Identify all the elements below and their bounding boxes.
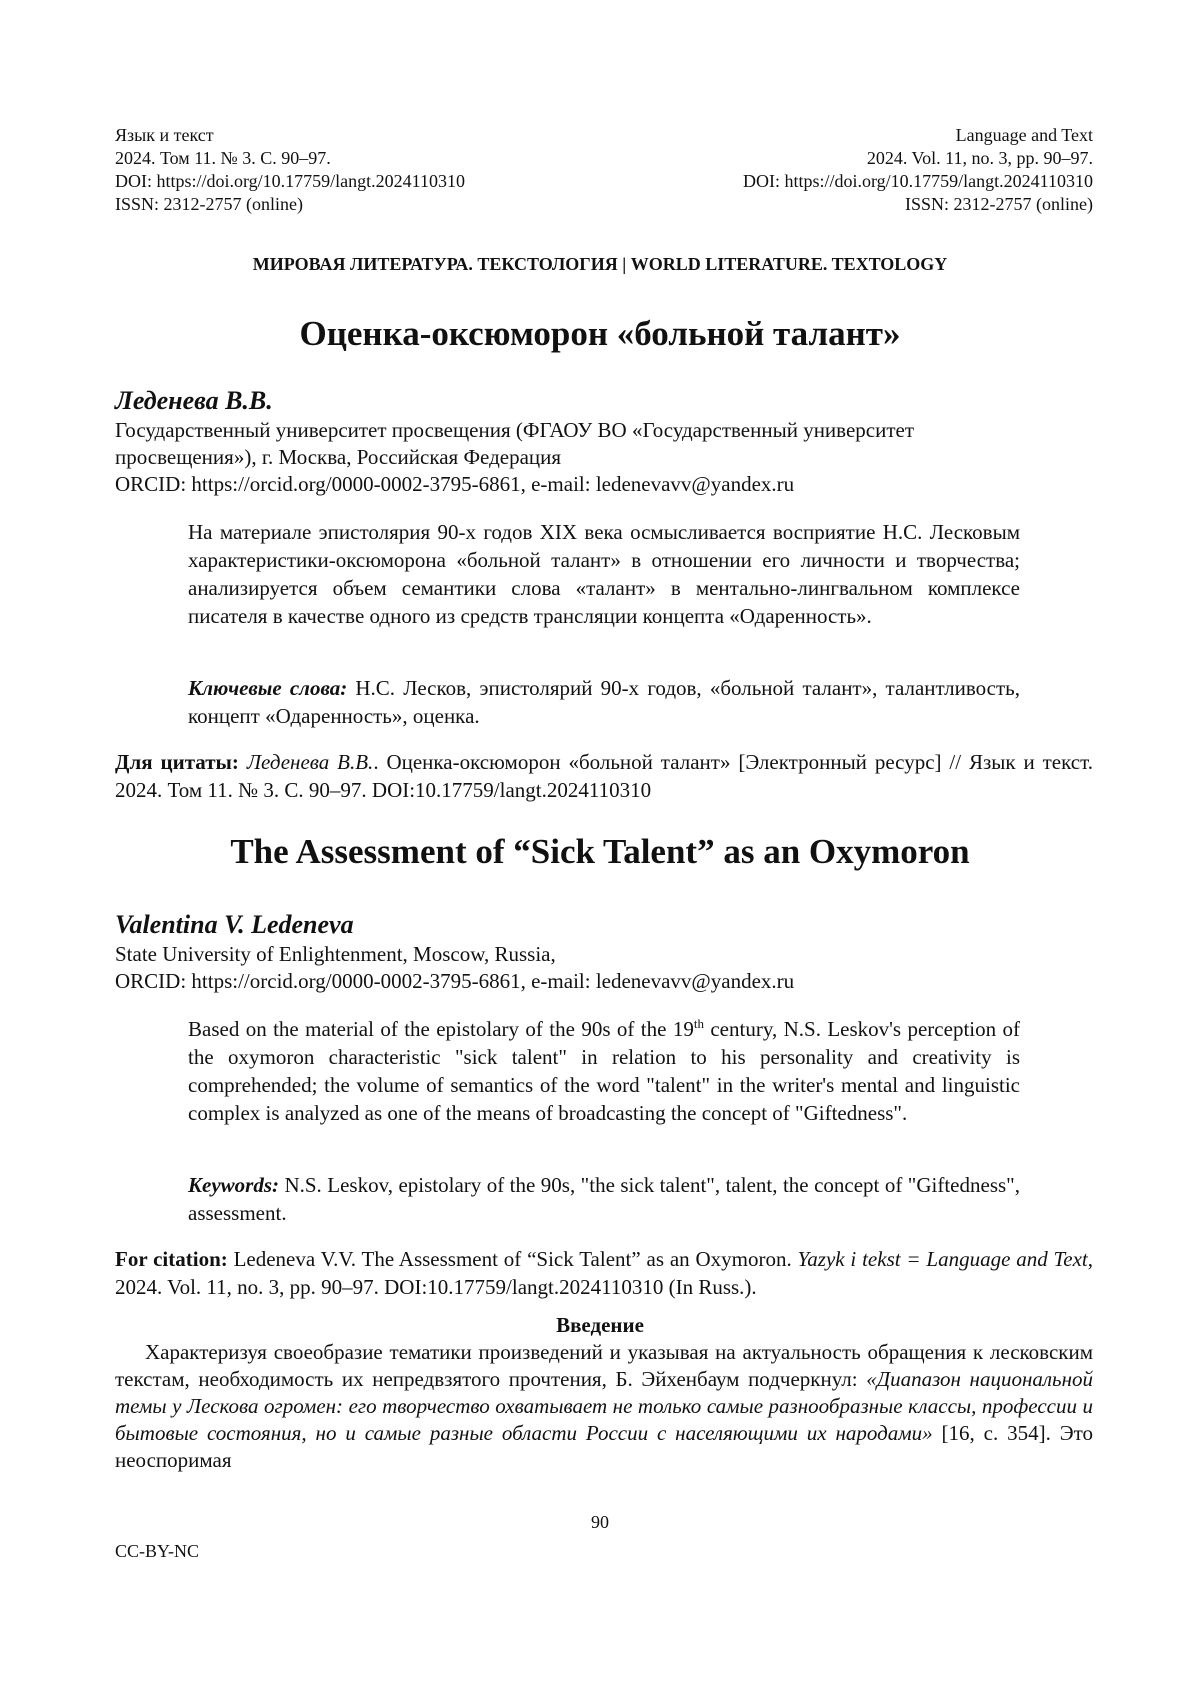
journal-name-ru: Язык и текст: [115, 124, 465, 147]
doi-en: DOI: https://doi.org/10.17759/langt.2024110310: [743, 170, 1093, 193]
keywords-ru: [188, 674, 1020, 730]
intro-paragraph: Характеризуя своеобразие тематики произведений и указывая на актуальность обращения к лесковским текстам, необходимость их непредвзятого прочтения, Б. Эйхенбаум подчеркнул: «Диапазон национальной темы у Лескова огромен: его творчество охватывает не только самые разнообразные классы, профессии и бытовые состояния, но и самые разные области России с населяющими их народами» [16, с. 354]. Это неоспоримая: [115, 1339, 1093, 1474]
citation-ru: [115, 748, 1093, 804]
citation-journal-en: Yazyk i tekst = Language and Text: [798, 1247, 1088, 1271]
keywords-en: [188, 1171, 1020, 1227]
author-ru: Леденева В.В.: [115, 386, 273, 416]
license-label: CC-BY-NC: [115, 1541, 199, 1562]
quote-eikhenbaum: «Диапазон национальной темы у Лескова огромен: его творчество охватывает не только самые разнообразные классы, профессии и бытовые состояния, но и самые разные области России с населяющими их народами»: [115, 1367, 1093, 1445]
citation-label-en: For citation:: [115, 1247, 228, 1271]
author-en: Valentina V. Ledeneva: [115, 910, 354, 940]
page-number: 90: [0, 1512, 1200, 1533]
citation-author-ru: Леденева В.В.: [239, 750, 373, 774]
issn-en: ISSN: 2312-2757 (online): [743, 193, 1093, 216]
keywords-text-ru: Н.С. Лесков, эпистолярий 90-х годов, «больной талант», талантливость, концепт «Одаренность», оценка.: [188, 676, 1020, 728]
abstract-en: Based on the material of the epistolary of the 90s of the 19th century, N.S. Leskov's perception of the oxymoron characteristic "sick talent" in relation to his personality and creativity is comprehended; the volume of semantics of the word "talent" in the writer's mental and linguistic complex is analyzed as one of the means of broadcasting the concept of "Giftedness".: [188, 1015, 1020, 1127]
issue-info-ru: 2024. Том 11. № 3. С. 90–97.: [115, 147, 465, 170]
citation-text-ru: . Оценка-оксюморон «больной талант» [Электронный ресурс] // Язык и текст. 2024. Том 11. № 3. С. 90–97. DOI:10.17759/langt.2024110310: [115, 750, 1093, 802]
affiliation-en: [115, 941, 1093, 995]
doi-ru: DOI: https://doi.org/10.17759/langt.2024110310: [115, 170, 465, 193]
keywords-label-en: Keywords:: [188, 1173, 279, 1197]
orcid-en: ORCID: https://orcid.org/0000-0002-3795-6861, e-mail: ledenevavv@yandex.ru: [115, 968, 1093, 995]
affiliation-line-2: просвещения»), г. Москва, Российская Федерация: [115, 444, 1093, 471]
intro-heading: Введение: [0, 1313, 1200, 1338]
keywords-label-ru: Ключевые слова:: [188, 676, 347, 700]
paper-page: [0, 0, 1200, 1697]
keywords-text-en: N.S. Leskov, epistolary of the 90s, "the sick talent", talent, the concept of "Giftedness", assessment.: [188, 1173, 1020, 1225]
affiliation-line-1: Государственный университет просвещения (ФГАОУ ВО «Государственный университет: [115, 417, 1093, 444]
citation-en: For citation: Ledeneva V.V. The Assessment of “Sick Talent” as an Oxymoron. Yazyk i tekst = Language and Text, 2024. Vol. 11, no. 3, pp. 90–97. DOI:10.17759/langt.2024110310 (In Russ.).: [115, 1245, 1093, 1301]
header-left: [115, 124, 465, 216]
title-en: The Assessment of “Sick Talent” as an Oxymoron: [0, 832, 1200, 872]
affiliation-ru: [115, 417, 1093, 498]
issue-info-en: 2024. Vol. 11, no. 3, pp. 90–97.: [743, 147, 1093, 170]
orcid-ru: ORCID: https://orcid.org/0000-0002-3795-6861, e-mail: ledenevavv@yandex.ru: [115, 471, 1093, 498]
section-heading: МИРОВАЯ ЛИТЕРАТУРА. ТЕКСТОЛОГИЯ | WORLD LITERATURE. TEXTOLOGY: [0, 254, 1200, 275]
journal-name-en: Language and Text: [743, 124, 1093, 147]
abstract-ru: На материале эпистолярия 90-х годов XIX века осмысливается восприятие Н.С. Лесковым характеристики-оксюморона «больной талант» в отношении его личности и творчества; анализируется объем семантики слова «талант» в ментально-лингвальном комплексе писателя в качестве одного из средств трансляции концепта «Одаренность».: [188, 518, 1020, 630]
issn-ru: ISSN: 2312-2757 (online): [115, 193, 465, 216]
title-ru: Оценка-оксюморон «больной талант»: [0, 314, 1200, 354]
affiliation-line-en: State University of Enlightenment, Moscow, Russia,: [115, 941, 1093, 968]
header-right: [743, 124, 1093, 216]
citation-label-ru: Для цитаты:: [115, 750, 239, 774]
